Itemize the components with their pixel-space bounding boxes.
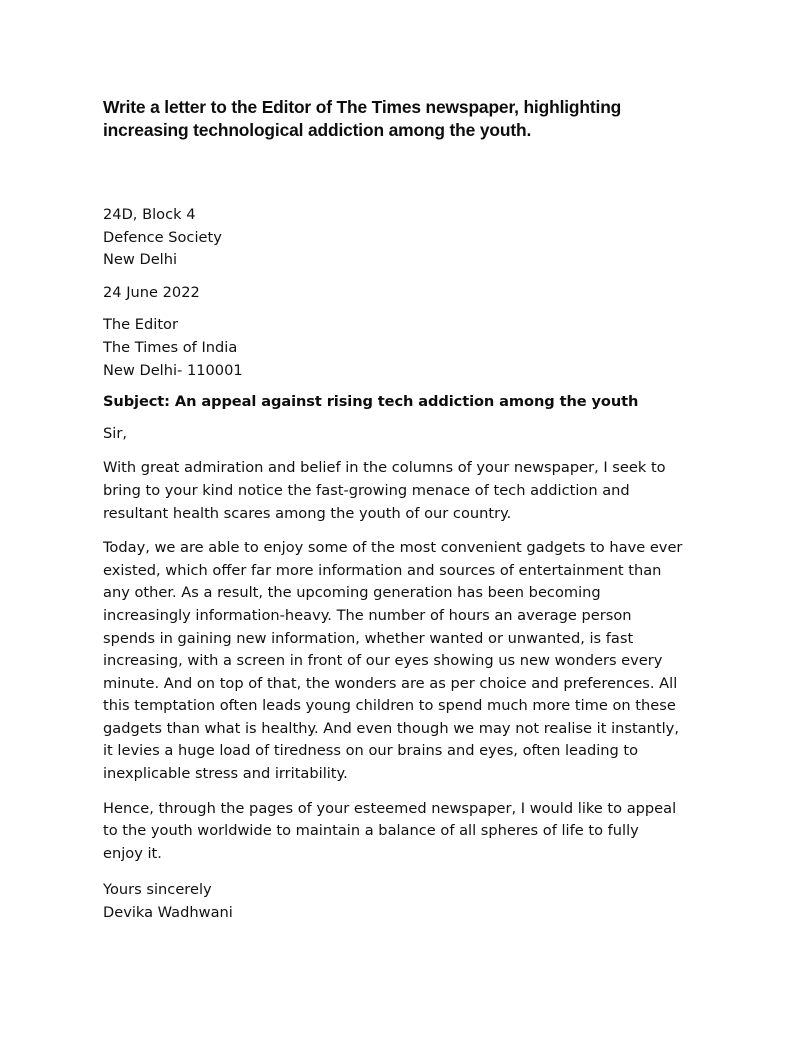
recipient-line-1: The Editor (103, 316, 178, 334)
closing-text: Yours sincerely (103, 881, 212, 899)
sender-address-line-1: 24D, Block 4 (103, 206, 196, 223)
subject-line: Subject: An appeal against rising tech addiction among the youth (103, 393, 639, 411)
recipient-line-2: The Times of India (103, 338, 238, 356)
page-title: Write a letter to the Editor of The Times newspaper, highlighting increasing technological addiction among the youth. (103, 97, 622, 140)
signature-block (103, 879, 683, 924)
letter-body (103, 96, 683, 925)
sender-address-block (103, 204, 683, 272)
letter-date-text: 24 June 2022 (103, 283, 200, 301)
sender-name: Devika Wadhwani (103, 904, 233, 922)
recipient-line-3: New Delhi- 110001 (103, 361, 243, 379)
body-paragraph-3: Hence, through the pages of your esteemed newspaper, I would like to appeal to the youth worldwide to maintain a balance of all spheres of life to fully enjoy it. (103, 799, 677, 862)
body-paragraph-2: Today, we are able to enjoy some of the most convenient gadgets to have ever existed, which offer far more information and sources of entertainment than any other. As a result, the upcoming generation has been becoming increasingly information-heavy. The number of hours an average person spends in gaining new information, whether wanted or unwanted, is fast increasing, with a screen in front of our eyes showing us new wonders every minute. And on top of that, the wonders are as per choice and preferences. All this temptation often leads young children to spend much more time on these gadgets than what is healthy. And even though we may not realise it instantly, it levies a huge load of tiredness on our brains and eyes, often leading to inexplicable stress and irritability. (103, 539, 683, 783)
sender-address-line-3: New Delhi (103, 251, 178, 269)
body-paragraph-1: With great admiration and belief in the columns of your newspaper, I seek to bring to your kind notice the fast-growing menace of tech addiction and resultant health scares among the youth of our country. (103, 459, 666, 522)
letter-date (103, 282, 683, 305)
salutation (103, 423, 683, 446)
recipient-address-block (103, 314, 683, 382)
salutation-text: Sir, (103, 424, 127, 442)
sender-address-line-2: Defence Society (103, 228, 222, 246)
